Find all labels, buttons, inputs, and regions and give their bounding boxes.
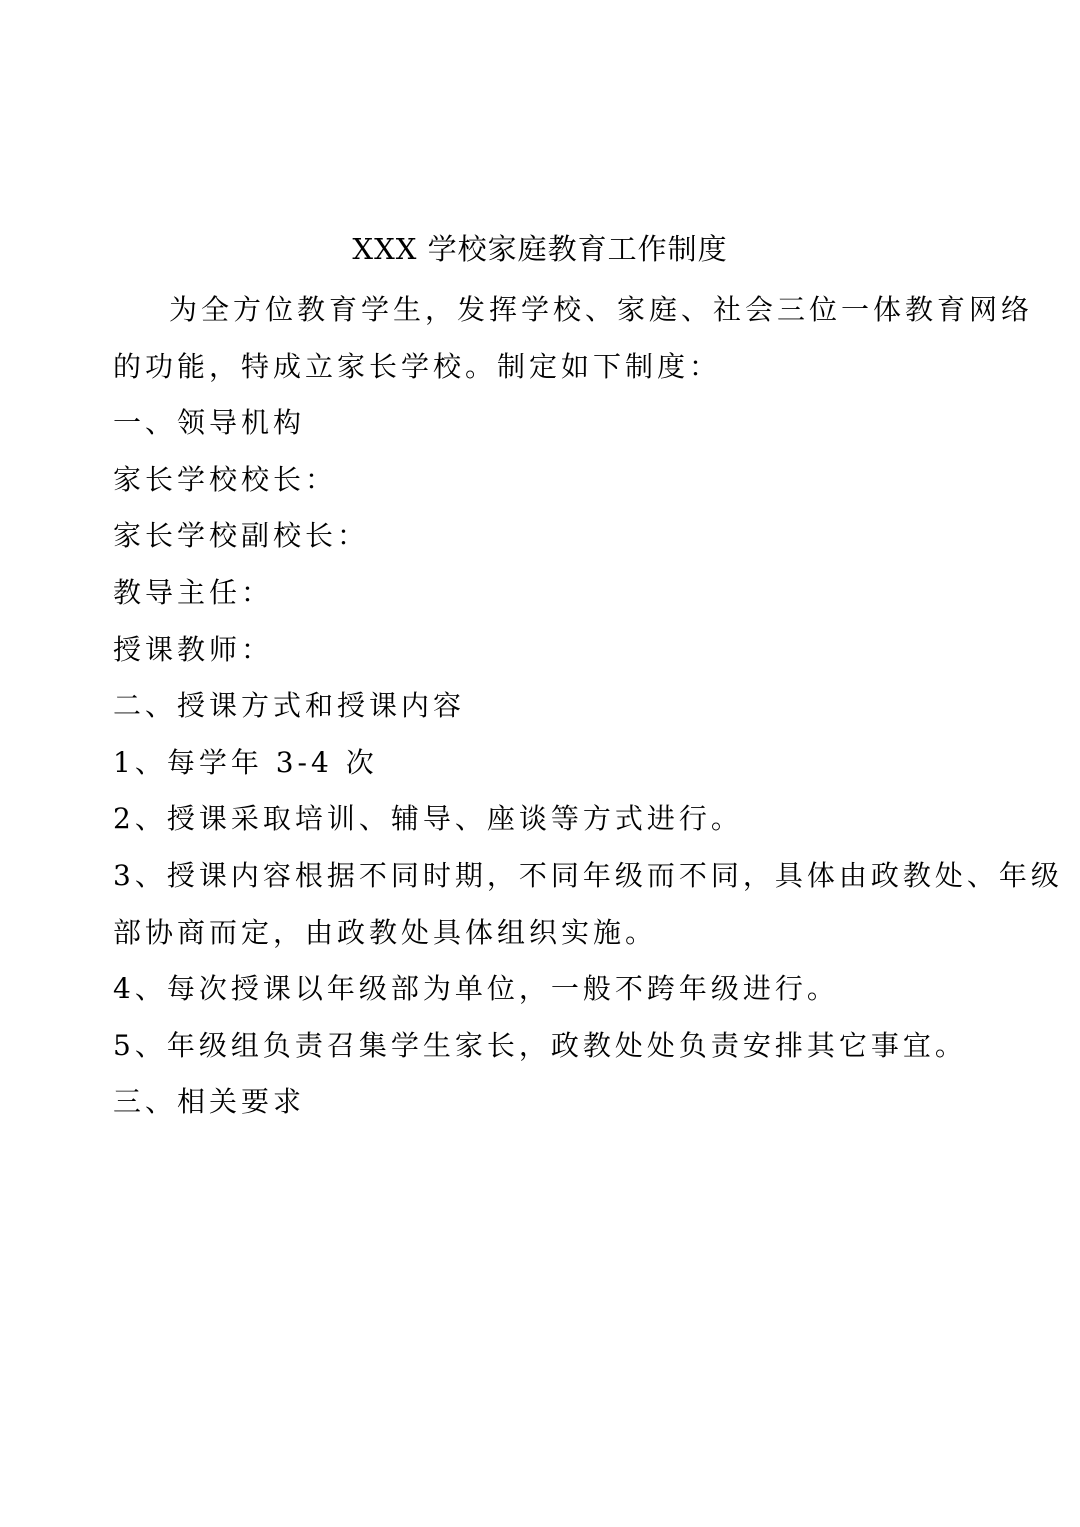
list-item-1: 1、每学年 3-4 次 (113, 745, 378, 779)
list-item-5: 5、年级组负责召集学生家长，政教处处负责安排其它事宜。 (113, 1028, 967, 1062)
list-item-4: 4、每次授课以年级部为单位，一般不跨年级进行。 (113, 972, 839, 1006)
list-item-3-line-2: 部协商而定，由政教处具体组织实施。 (113, 915, 658, 949)
list-item-2: 2、授课采取培训、辅导、座谈等方式进行。 (113, 802, 743, 836)
vice-principal-line: 家长学校副校长： (113, 519, 370, 553)
principal-line: 家长学校校长： (113, 462, 338, 496)
section-1-heading: 一、领导机构 (113, 406, 306, 440)
intro-line-2: 的功能，特成立家长学校。制定如下制度： (113, 349, 722, 383)
section-2-heading: 二、授课方式和授课内容 (113, 689, 466, 723)
document-body (113, 282, 1063, 1131)
document-title: XXX 学校家庭教育工作制度 (352, 232, 728, 266)
intro-line-1: 为全方位教育学生，发挥学校、家庭、社会三位一体教育网络 (169, 293, 1034, 326)
teachers-line: 授课教师： (113, 632, 274, 666)
academic-director-line: 教导主任： (113, 575, 274, 609)
list-item-3-line-1: 3、授课内容根据不同时期，不同年级而不同，具体由政教处、年级 (113, 858, 1063, 892)
section-3-heading: 三、相关要求 (113, 1085, 306, 1119)
